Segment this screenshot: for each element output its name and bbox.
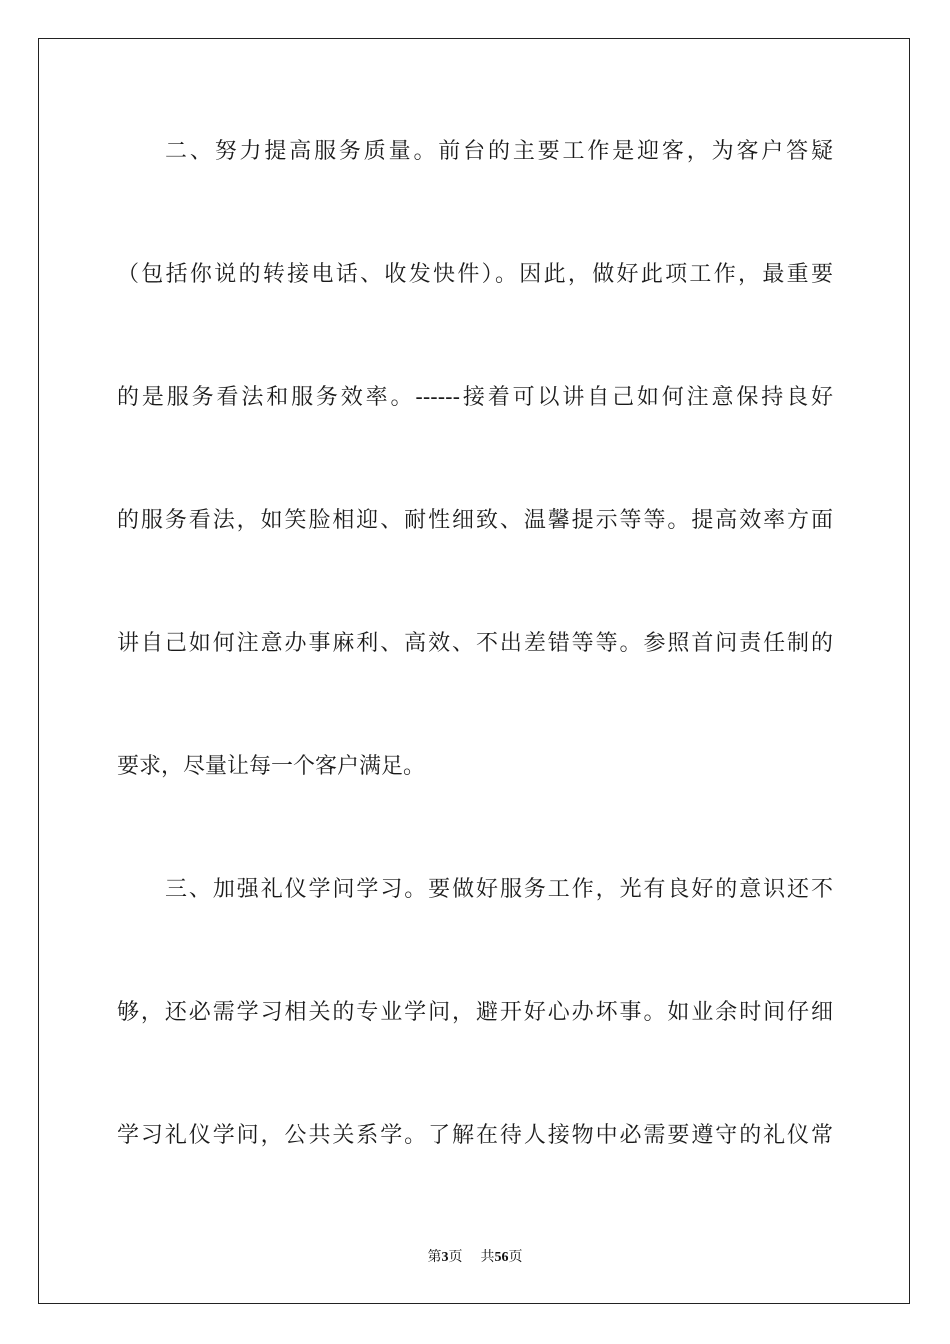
text-line: 讲自己如何注意办事麻利、高效、不出差错等等。参照首问责任制的 — [117, 631, 833, 656]
text-line: 够，还必需学习相关的专业学问，避开好心办坏事。如业余时间仔细 — [117, 1000, 833, 1025]
text-line: 要求，尽量让每一个客户满足。 — [117, 754, 426, 779]
page-prefix: 第 — [427, 1250, 442, 1265]
page-border — [38, 38, 910, 1304]
text-line: 三、加强礼仪学问学习。要做好服务工作，光有良好的意识还不 — [165, 877, 833, 902]
text-line: 二、努力提高服务质量。前台的主要工作是迎客，为客户答疑 — [165, 139, 833, 164]
text-line: 学习礼仪学问，公共关系学。了解在待人接物中必需要遵守的礼仪常 — [117, 1123, 833, 1148]
total-prefix: 共 — [480, 1250, 495, 1265]
page-suffix: 页 — [448, 1250, 463, 1265]
text-line: 的是服务看法和服务效率。------接着可以讲自己如何注意保持良好 — [117, 385, 833, 410]
total-suffix: 页 — [508, 1250, 523, 1265]
text-line: （包括你说的转接电话、收发快件）。因此，做好此项工作，最重要 — [117, 262, 833, 287]
page-footer — [0, 1246, 950, 1266]
page-number: 3 — [441, 1250, 449, 1265]
text-line: 的服务看法，如笑脸相迎、耐性细致、温馨提示等等。提高效率方面 — [117, 508, 833, 533]
total-pages: 56 — [494, 1250, 509, 1265]
